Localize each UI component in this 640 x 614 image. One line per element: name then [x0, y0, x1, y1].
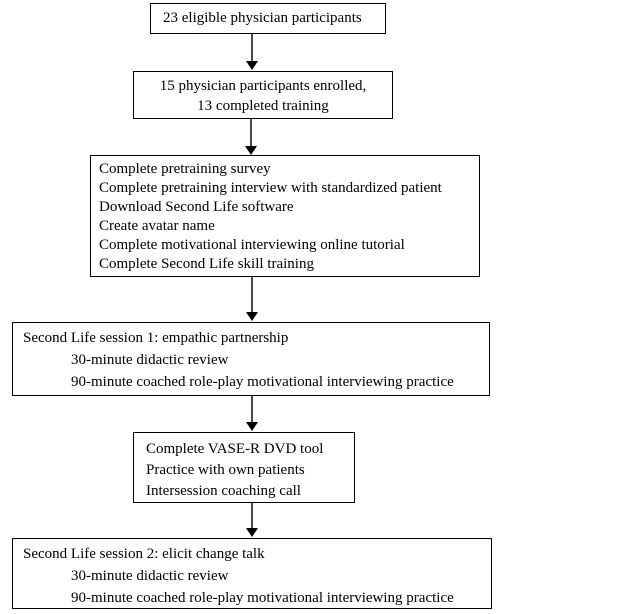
box-text-line: Complete VASE-R DVD tool	[146, 441, 324, 457]
box-text-line: Download Second Life software	[99, 199, 294, 215]
flow-box-intersession-activities	[133, 432, 355, 503]
flow-box-eligible-participants	[150, 3, 386, 34]
box-text-line: Complete motivational interviewing online tutorial	[99, 237, 405, 253]
arrow-shaft	[250, 119, 252, 146]
down-arrow-icon	[245, 396, 259, 431]
arrow-head-icon	[246, 61, 258, 70]
down-arrow-icon	[245, 503, 259, 537]
box-text-line: Second Life session 2: elicit change talk	[23, 546, 265, 562]
box-text-line: Complete pretraining interview with standardized patient	[99, 180, 442, 196]
box-text-line: Complete pretraining survey	[99, 161, 271, 177]
down-arrow-icon	[245, 277, 259, 321]
box-text-line: 30-minute didactic review	[71, 568, 229, 584]
box-text-line: 30-minute didactic review	[71, 352, 229, 368]
box-text-line: Practice with own patients	[146, 462, 305, 478]
box-text-line: Intersession coaching call	[146, 483, 301, 499]
arrow-head-icon	[246, 422, 258, 431]
down-arrow-icon	[245, 34, 259, 70]
flow-box-second-life-session-1	[12, 322, 490, 396]
arrow-head-icon	[246, 312, 258, 321]
box-text-line: 23 eligible physician participants	[163, 10, 362, 26]
arrow-shaft	[251, 277, 253, 312]
box-text-line: Second Life session 1: empathic partnership	[23, 330, 289, 346]
box-text-line: 90-minute coached role-play motivational interviewing practice	[71, 590, 454, 606]
arrow-head-icon	[246, 528, 258, 537]
box-text-line: 90-minute coached role-play motivational interviewing practice	[71, 374, 454, 390]
flow-box-enrolled-participants	[133, 71, 393, 119]
box-text-line: 15 physician participants enrolled,	[159, 78, 367, 94]
arrow-shaft	[251, 34, 253, 61]
down-arrow-icon	[244, 119, 258, 155]
box-text-line: Create avatar name	[99, 218, 215, 234]
flow-box-pretraining-tasks	[90, 155, 480, 277]
flow-box-second-life-session-2	[12, 538, 492, 609]
arrow-shaft	[251, 503, 253, 528]
box-text-line: Complete Second Life skill training	[99, 256, 314, 272]
box-text-line: 13 completed training	[197, 98, 329, 114]
arrow-shaft	[251, 396, 253, 422]
arrow-head-icon	[245, 146, 257, 155]
